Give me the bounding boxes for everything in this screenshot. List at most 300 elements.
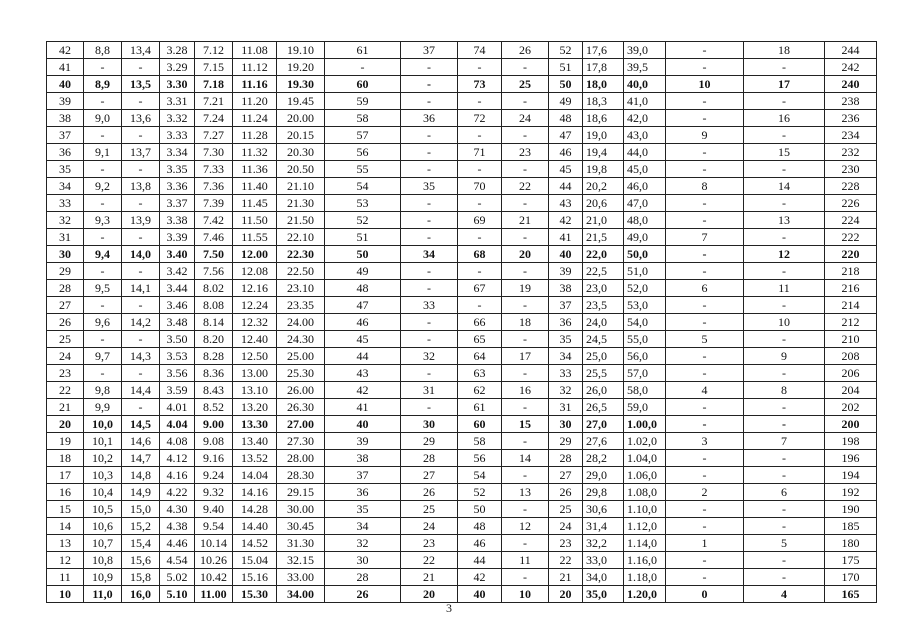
table-cell: - <box>458 297 502 314</box>
table-cell: 14,1 <box>122 280 160 297</box>
table-row <box>47 42 877 59</box>
table-cell: 28 <box>47 280 84 297</box>
table-row <box>47 280 877 297</box>
table-cell: - <box>458 263 502 280</box>
table-cell: 39,5 <box>624 59 666 76</box>
table-cell: 36 <box>47 144 84 161</box>
table-cell: 194 <box>825 467 877 484</box>
table-cell: 51 <box>549 59 583 76</box>
table-cell: - <box>401 280 458 297</box>
table-cell: 20,6 <box>583 195 624 212</box>
table-cell: 19 <box>47 433 84 450</box>
table-cell: - <box>84 127 122 144</box>
table-cell: 4.16 <box>160 467 195 484</box>
table-cell: 56,0 <box>624 348 666 365</box>
table-cell: 15.30 <box>233 586 277 603</box>
table-cell: 10 <box>502 586 549 603</box>
table-cell: 1.12,0 <box>624 518 666 535</box>
table-cell: 21,0 <box>583 212 624 229</box>
table-cell: 9,6 <box>84 314 122 331</box>
table-cell: 18,3 <box>583 93 624 110</box>
table-cell: 34 <box>47 178 84 195</box>
table-cell: 25 <box>401 501 458 518</box>
table-cell: 35 <box>549 331 583 348</box>
table-cell: - <box>84 195 122 212</box>
table-cell: 8 <box>666 178 744 195</box>
table-cell: 29 <box>47 263 84 280</box>
table-cell: 25,0 <box>583 348 624 365</box>
table-cell: 29.15 <box>277 484 325 501</box>
table-cell: 1.14,0 <box>624 535 666 552</box>
table-cell: 40 <box>47 76 84 93</box>
table-cell: 11.36 <box>233 161 277 178</box>
table-cell: - <box>325 59 401 76</box>
table-cell: 27 <box>47 297 84 314</box>
table-cell: 20 <box>47 416 84 433</box>
table-cell: - <box>666 416 744 433</box>
table-cell: 1.04,0 <box>624 450 666 467</box>
table-cell: 15 <box>47 501 84 518</box>
table-cell: 7.18 <box>195 76 233 93</box>
table-cell: 24,5 <box>583 331 624 348</box>
table-cell: - <box>744 467 825 484</box>
table-cell: 8.43 <box>195 382 233 399</box>
table-cell: 236 <box>825 110 877 127</box>
table-cell: 15.16 <box>233 569 277 586</box>
table-row <box>47 263 877 280</box>
table-cell: - <box>401 76 458 93</box>
table-cell: 4 <box>666 382 744 399</box>
table-cell: 7.39 <box>195 195 233 212</box>
table-cell: 12.00 <box>233 246 277 263</box>
table-cell: - <box>666 110 744 127</box>
table-cell: 1.00,0 <box>624 416 666 433</box>
table-cell: 73 <box>458 76 502 93</box>
table-cell: 46,0 <box>624 178 666 195</box>
table-cell: 13,5 <box>122 76 160 93</box>
table-cell: 4.12 <box>160 450 195 467</box>
table-cell: 9,7 <box>84 348 122 365</box>
table-cell: 67 <box>458 280 502 297</box>
table-cell: 35 <box>47 161 84 178</box>
table-cell: 64 <box>458 348 502 365</box>
table-cell: - <box>666 467 744 484</box>
table-cell: 21 <box>502 212 549 229</box>
table-cell: - <box>744 365 825 382</box>
table-cell: 13.00 <box>233 365 277 382</box>
table-cell: 15,0 <box>122 501 160 518</box>
table-cell: 1.06,0 <box>624 467 666 484</box>
table-row <box>47 382 877 399</box>
table-cell: - <box>502 467 549 484</box>
table-cell: 196 <box>825 450 877 467</box>
table-cell: 10.26 <box>195 552 233 569</box>
table-cell: 44,0 <box>624 144 666 161</box>
table-cell: 10,8 <box>84 552 122 569</box>
table-cell: 4.30 <box>160 501 195 518</box>
table-cell: 20 <box>401 586 458 603</box>
table-cell: 17,8 <box>583 59 624 76</box>
table-cell: 10,9 <box>84 569 122 586</box>
table-cell: - <box>666 246 744 263</box>
table-cell: 9.32 <box>195 484 233 501</box>
page-number: 3 <box>446 601 452 615</box>
table-cell: 30 <box>325 552 401 569</box>
table-cell: - <box>666 348 744 365</box>
table-row <box>47 535 877 552</box>
table-cell: 7 <box>666 229 744 246</box>
table-cell: 45 <box>325 331 401 348</box>
table-cell: 11.28 <box>233 127 277 144</box>
table-cell: - <box>666 144 744 161</box>
table-cell: 16,0 <box>122 586 160 603</box>
table-cell: - <box>666 365 744 382</box>
table-cell: - <box>666 501 744 518</box>
table-cell: 23 <box>549 535 583 552</box>
table-cell: 31 <box>401 382 458 399</box>
table-cell: 34.00 <box>277 586 325 603</box>
table-cell: 23.10 <box>277 280 325 297</box>
table-cell: - <box>744 518 825 535</box>
table-cell: 26,5 <box>583 399 624 416</box>
table-cell: 25 <box>47 331 84 348</box>
table-cell: 9.24 <box>195 467 233 484</box>
table-cell: 22 <box>47 382 84 399</box>
table-cell: 12.50 <box>233 348 277 365</box>
table-cell: 14,8 <box>122 467 160 484</box>
table-cell: 27.30 <box>277 433 325 450</box>
table-cell: 30.00 <box>277 501 325 518</box>
table-row <box>47 484 877 501</box>
table-cell: 24 <box>47 348 84 365</box>
table-cell: 13.20 <box>233 399 277 416</box>
table-cell: 28,2 <box>583 450 624 467</box>
table-cell: 40,0 <box>624 76 666 93</box>
table-cell: - <box>84 331 122 348</box>
table-row <box>47 178 877 195</box>
table-cell: 204 <box>825 382 877 399</box>
table-cell: 3.37 <box>160 195 195 212</box>
table-cell: 23 <box>502 144 549 161</box>
table-cell: 8.36 <box>195 365 233 382</box>
table-cell: 38 <box>47 110 84 127</box>
table-row <box>47 331 877 348</box>
table-cell: - <box>458 161 502 178</box>
table-cell: 20.50 <box>277 161 325 178</box>
table-cell: 12.24 <box>233 297 277 314</box>
table-cell: 60 <box>458 416 502 433</box>
table-cell: 45 <box>549 161 583 178</box>
table-cell: - <box>502 263 549 280</box>
table-cell: 9.00 <box>195 416 233 433</box>
table-row <box>47 552 877 569</box>
table-cell: - <box>744 127 825 144</box>
table-cell: 14,6 <box>122 433 160 450</box>
table-row <box>47 450 877 467</box>
table-cell: 53,0 <box>624 297 666 314</box>
table-cell: 3.36 <box>160 178 195 195</box>
table-cell: 14.16 <box>233 484 277 501</box>
table-cell: 18,6 <box>583 110 624 127</box>
table-cell: 43 <box>549 195 583 212</box>
table-cell: 3.33 <box>160 127 195 144</box>
table-cell: - <box>744 552 825 569</box>
table-cell: 48,0 <box>624 212 666 229</box>
table-cell: 22 <box>401 552 458 569</box>
table-cell: 24 <box>502 110 549 127</box>
table-cell: 3.28 <box>160 42 195 59</box>
table-row <box>47 212 877 229</box>
table-cell: 40 <box>325 416 401 433</box>
table-cell: 5.10 <box>160 586 195 603</box>
table-cell: 20 <box>502 246 549 263</box>
table-cell: 12 <box>47 552 84 569</box>
table-cell: 32 <box>325 535 401 552</box>
table-cell: - <box>744 501 825 518</box>
table-cell: 40 <box>549 246 583 263</box>
table-cell: 198 <box>825 433 877 450</box>
table-cell: 11.24 <box>233 110 277 127</box>
table-cell: 3.31 <box>160 93 195 110</box>
table-cell: 15 <box>744 144 825 161</box>
table-cell: 7.21 <box>195 93 233 110</box>
table-cell: 39 <box>47 93 84 110</box>
table-cell: - <box>122 195 160 212</box>
table-cell: 30 <box>401 416 458 433</box>
table-cell: 41 <box>325 399 401 416</box>
table-cell: - <box>502 161 549 178</box>
table-cell: 70 <box>458 178 502 195</box>
table-cell: 21,5 <box>583 229 624 246</box>
table-cell: 21.50 <box>277 212 325 229</box>
table-cell: 21 <box>401 569 458 586</box>
table-cell: 185 <box>825 518 877 535</box>
table-cell: 9.16 <box>195 450 233 467</box>
table-cell: - <box>84 59 122 76</box>
table-cell: 10,4 <box>84 484 122 501</box>
table-cell: - <box>84 263 122 280</box>
table-cell: 43 <box>325 365 401 382</box>
table-cell: 23.35 <box>277 297 325 314</box>
table-cell: 29,8 <box>583 484 624 501</box>
table-cell: - <box>666 212 744 229</box>
table-cell: 8.52 <box>195 399 233 416</box>
table-cell: - <box>666 59 744 76</box>
table-cell: 15,2 <box>122 518 160 535</box>
table-cell: 18 <box>47 450 84 467</box>
table-cell: 10,7 <box>84 535 122 552</box>
table-cell: 19.45 <box>277 93 325 110</box>
table-row <box>47 195 877 212</box>
table-cell: 234 <box>825 127 877 144</box>
table-cell: 52 <box>549 42 583 59</box>
table-cell: 8,9 <box>84 76 122 93</box>
table-cell: - <box>744 195 825 212</box>
table-cell: 0 <box>666 586 744 603</box>
table-cell: 9,9 <box>84 399 122 416</box>
table-body <box>47 42 877 603</box>
table-row <box>47 348 877 365</box>
table-cell: 13.10 <box>233 382 277 399</box>
table-row <box>47 161 877 178</box>
table-cell: 9,2 <box>84 178 122 195</box>
table-cell: 42,0 <box>624 110 666 127</box>
table-cell: - <box>666 314 744 331</box>
table-cell: 20.30 <box>277 144 325 161</box>
table-cell: 242 <box>825 59 877 76</box>
table-cell: 41,0 <box>624 93 666 110</box>
table-cell: - <box>502 127 549 144</box>
table-cell: 44 <box>458 552 502 569</box>
table-cell: 9 <box>666 127 744 144</box>
table-cell: - <box>666 569 744 586</box>
table-cell: 39 <box>325 433 401 450</box>
table-cell: 26 <box>549 484 583 501</box>
table-cell: 17 <box>47 467 84 484</box>
table-cell: 3 <box>666 433 744 450</box>
table-cell: - <box>502 93 549 110</box>
table-cell: 12.32 <box>233 314 277 331</box>
table-cell: 228 <box>825 178 877 195</box>
table-cell: 200 <box>825 416 877 433</box>
table-cell: - <box>401 331 458 348</box>
table-cell: 6 <box>666 280 744 297</box>
table-cell: 1.18,0 <box>624 569 666 586</box>
table-cell: 14,3 <box>122 348 160 365</box>
table-cell: 35,0 <box>583 586 624 603</box>
table-cell: - <box>122 331 160 348</box>
table-cell: 47 <box>549 127 583 144</box>
table-cell: - <box>84 365 122 382</box>
table-cell: 24.00 <box>277 314 325 331</box>
table-cell: 8 <box>744 382 825 399</box>
table-cell: - <box>744 161 825 178</box>
table-row <box>47 433 877 450</box>
table-row <box>47 569 877 586</box>
table-cell: - <box>666 93 744 110</box>
table-cell: - <box>744 450 825 467</box>
table-cell: - <box>401 365 458 382</box>
table-cell: 3.40 <box>160 246 195 263</box>
table-cell: 28 <box>401 450 458 467</box>
table-cell: 39,0 <box>624 42 666 59</box>
table-cell: 22,0 <box>583 246 624 263</box>
table-cell: 27,0 <box>583 416 624 433</box>
table-row <box>47 127 877 144</box>
table-cell: 27 <box>549 467 583 484</box>
table-row <box>47 229 877 246</box>
table-cell: 19.20 <box>277 59 325 76</box>
table-cell: 11.16 <box>233 76 277 93</box>
table-cell: 222 <box>825 229 877 246</box>
table-cell: 14,4 <box>122 382 160 399</box>
table-cell: 65 <box>458 331 502 348</box>
table-cell: 44 <box>325 348 401 365</box>
table-cell: 51 <box>325 229 401 246</box>
table-cell: 53 <box>325 195 401 212</box>
table-cell: 15.04 <box>233 552 277 569</box>
table-cell: 210 <box>825 331 877 348</box>
table-cell: 13,4 <box>122 42 160 59</box>
table-row <box>47 76 877 93</box>
table-cell: 3.34 <box>160 144 195 161</box>
table-cell: 9,4 <box>84 246 122 263</box>
table-row <box>47 144 877 161</box>
table-row <box>47 518 877 535</box>
table-cell: 49 <box>549 93 583 110</box>
table-cell: 32 <box>549 382 583 399</box>
table-cell: 52 <box>325 212 401 229</box>
table-cell: 9,5 <box>84 280 122 297</box>
table-cell: 16 <box>502 382 549 399</box>
table-cell: - <box>666 297 744 314</box>
table-cell: 16 <box>744 110 825 127</box>
table-cell: 6 <box>744 484 825 501</box>
table-cell: 25.00 <box>277 348 325 365</box>
table-cell: 31 <box>47 229 84 246</box>
table-cell: 55,0 <box>624 331 666 348</box>
table-cell: 11.20 <box>233 93 277 110</box>
table-cell: 61 <box>325 42 401 59</box>
table-cell: 14 <box>502 450 549 467</box>
table-cell: 48 <box>325 280 401 297</box>
table-row <box>47 110 877 127</box>
table-cell: 12.08 <box>233 263 277 280</box>
table-cell: 16 <box>47 484 84 501</box>
table-cell: 11.55 <box>233 229 277 246</box>
table-cell: 8.08 <box>195 297 233 314</box>
table-cell: 13 <box>744 212 825 229</box>
table-cell: 33 <box>401 297 458 314</box>
table-cell: 14 <box>744 178 825 195</box>
table-cell: 35 <box>401 178 458 195</box>
table-cell: 45,0 <box>624 161 666 178</box>
table-cell: - <box>122 93 160 110</box>
table-cell: 29,0 <box>583 467 624 484</box>
table-cell: 43,0 <box>624 127 666 144</box>
table-cell: - <box>122 399 160 416</box>
table-row <box>47 314 877 331</box>
table-cell: 190 <box>825 501 877 518</box>
table-cell: 18 <box>744 42 825 59</box>
table-row <box>47 93 877 110</box>
table-cell: 23,5 <box>583 297 624 314</box>
table-cell: 230 <box>825 161 877 178</box>
table-cell: 9.54 <box>195 518 233 535</box>
table-row <box>47 365 877 382</box>
table-cell: 56 <box>325 144 401 161</box>
table-cell: 27.00 <box>277 416 325 433</box>
table-cell: - <box>122 297 160 314</box>
table-cell: 8.20 <box>195 331 233 348</box>
table-row <box>47 467 877 484</box>
table-cell: 220 <box>825 246 877 263</box>
table-cell: 3.35 <box>160 161 195 178</box>
table-cell: 1.08,0 <box>624 484 666 501</box>
table-cell: 7 <box>744 433 825 450</box>
table-cell: 24 <box>549 518 583 535</box>
table-cell: - <box>122 229 160 246</box>
table-cell: 59,0 <box>624 399 666 416</box>
table-cell: 13.52 <box>233 450 277 467</box>
table-cell: - <box>84 229 122 246</box>
table-cell: 28 <box>549 450 583 467</box>
table-cell: - <box>666 195 744 212</box>
table-cell: 19,8 <box>583 161 624 178</box>
table-cell: 12 <box>744 246 825 263</box>
table-cell: 10,6 <box>84 518 122 535</box>
table-cell: 10,5 <box>84 501 122 518</box>
